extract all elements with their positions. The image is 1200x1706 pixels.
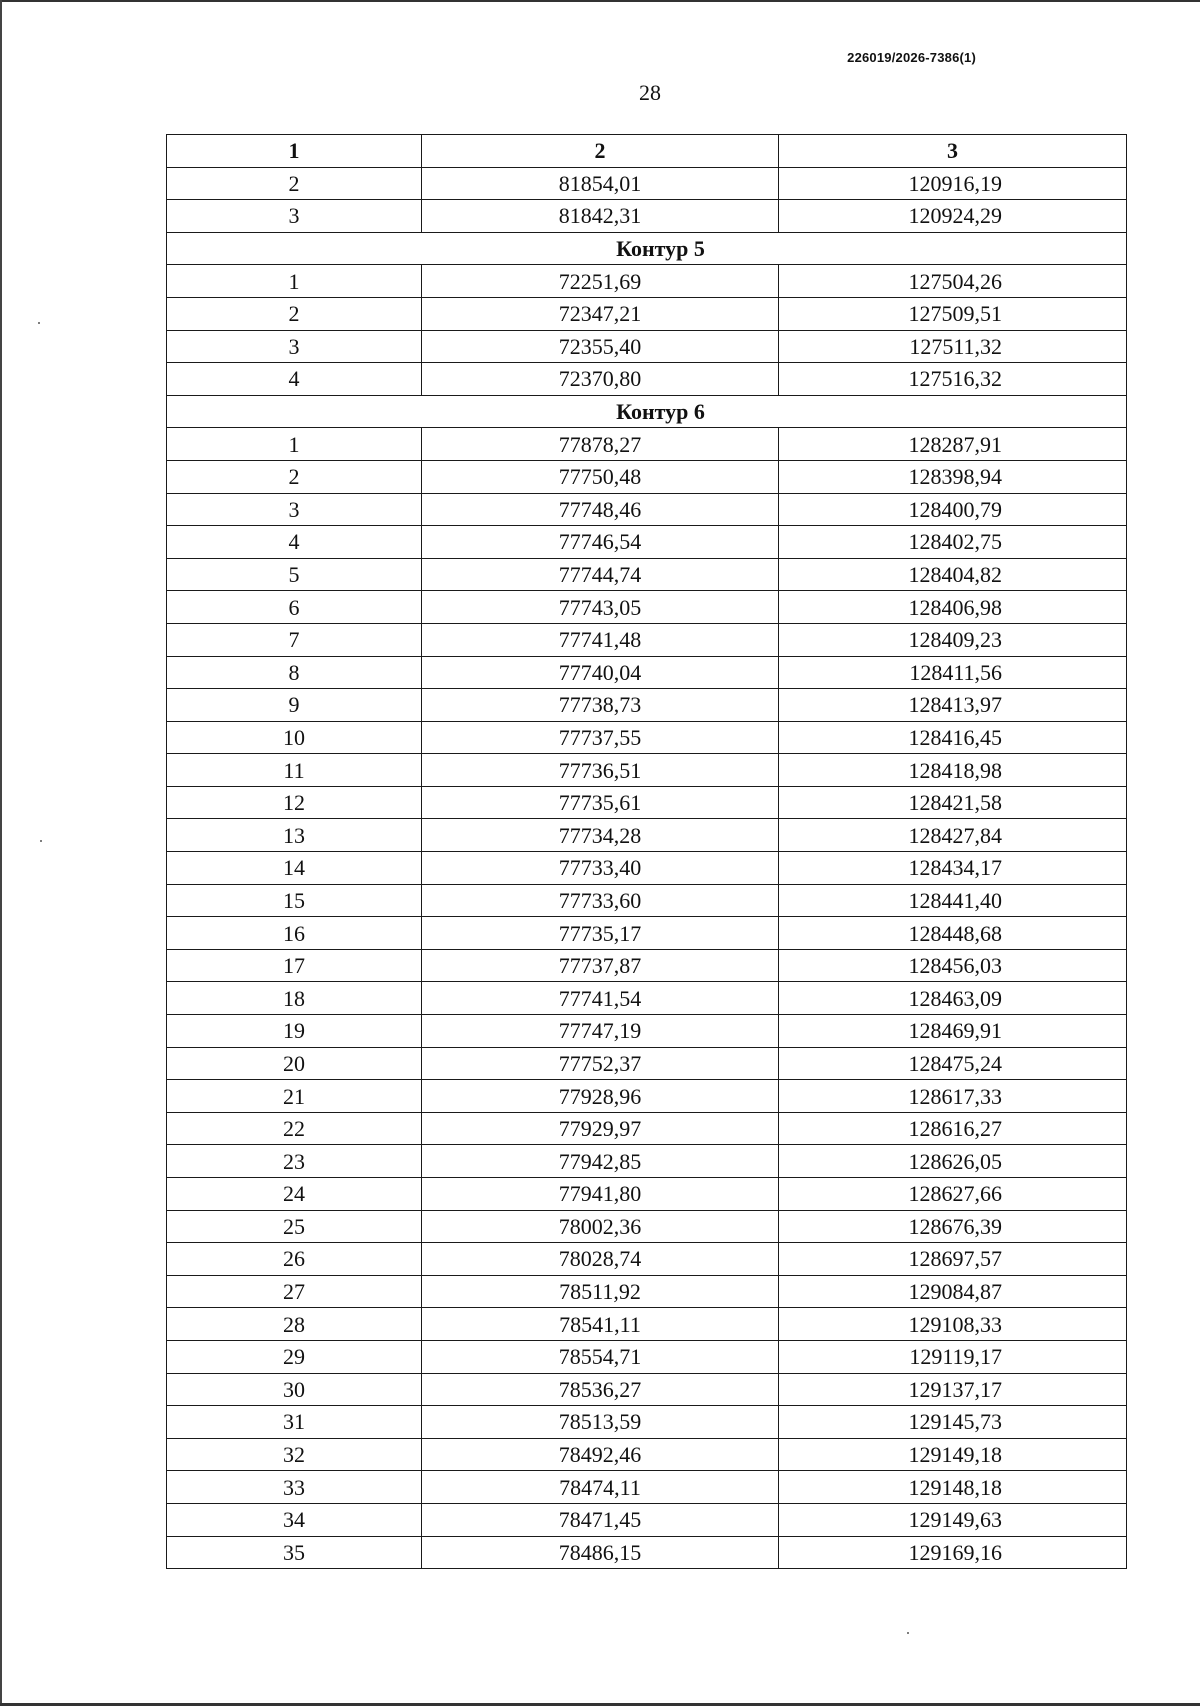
x-coordinate-cell: 72370,80 [422,363,779,396]
table-row [167,786,1127,819]
x-coordinate-cell: 72347,21 [422,297,779,330]
y-coordinate-cell: 128411,56 [779,656,1127,689]
x-coordinate-cell: 77743,05 [422,591,779,624]
x-coordinate-cell: 78536,27 [422,1373,779,1406]
column-header-y: 3 [779,135,1127,168]
x-coordinate-cell: 77735,61 [422,786,779,819]
point-number-cell: 9 [167,689,422,722]
table-row [167,754,1127,787]
y-coordinate-cell: 128475,24 [779,1047,1127,1080]
table-row [167,1536,1127,1569]
point-number-cell: 35 [167,1536,422,1569]
point-number-cell: 10 [167,721,422,754]
table-row [167,819,1127,852]
x-coordinate-cell: 77734,28 [422,819,779,852]
point-number-cell: 23 [167,1145,422,1178]
x-coordinate-cell: 77738,73 [422,689,779,722]
point-number-cell: 25 [167,1210,422,1243]
point-number-cell: 5 [167,558,422,591]
y-coordinate-cell: 128456,03 [779,949,1127,982]
x-coordinate-cell: 77733,40 [422,852,779,885]
x-coordinate-cell: 77942,85 [422,1145,779,1178]
y-coordinate-cell: 129149,63 [779,1503,1127,1536]
coordinates-table [166,134,1127,1569]
table-row [167,1210,1127,1243]
x-coordinate-cell: 77735,17 [422,917,779,950]
point-number-cell: 19 [167,1015,422,1048]
point-number-cell: 30 [167,1373,422,1406]
y-coordinate-cell: 128676,39 [779,1210,1127,1243]
table-row [167,591,1127,624]
point-number-cell: 31 [167,1406,422,1439]
y-coordinate-cell: 127511,32 [779,330,1127,363]
table-row [167,1080,1127,1113]
x-coordinate-cell: 72355,40 [422,330,779,363]
point-number-cell: 3 [167,330,422,363]
table-row [167,1373,1127,1406]
point-number-cell: 3 [167,493,422,526]
table-row [167,689,1127,722]
point-number-cell: 6 [167,591,422,624]
table-row [167,982,1127,1015]
x-coordinate-cell: 78541,11 [422,1308,779,1341]
y-coordinate-cell: 128418,98 [779,754,1127,787]
x-coordinate-cell: 77737,55 [422,721,779,754]
point-number-cell: 2 [167,297,422,330]
section-row [167,232,1127,265]
y-coordinate-cell: 127509,51 [779,297,1127,330]
y-coordinate-cell: 128616,27 [779,1112,1127,1145]
x-coordinate-cell: 77737,87 [422,949,779,982]
point-number-cell: 21 [167,1080,422,1113]
section-label: Контур 5 [167,232,1127,265]
y-coordinate-cell: 128434,17 [779,852,1127,885]
y-coordinate-cell: 129148,18 [779,1471,1127,1504]
table-row [167,1112,1127,1145]
scan-edge-left [0,0,2,1706]
y-coordinate-cell: 128421,58 [779,786,1127,819]
table-row [167,917,1127,950]
x-coordinate-cell: 78002,36 [422,1210,779,1243]
table-row [167,1471,1127,1504]
x-coordinate-cell: 78554,71 [422,1340,779,1373]
x-coordinate-cell: 77929,97 [422,1112,779,1145]
x-coordinate-cell: 77740,04 [422,656,779,689]
table-row [167,1503,1127,1536]
table-body [167,167,1127,1569]
point-number-cell: 28 [167,1308,422,1341]
x-coordinate-cell: 77736,51 [422,754,779,787]
section-row [167,395,1127,428]
y-coordinate-cell: 128697,57 [779,1243,1127,1276]
y-coordinate-cell: 120916,19 [779,167,1127,200]
x-coordinate-cell: 77746,54 [422,526,779,559]
point-number-cell: 26 [167,1243,422,1276]
point-number-cell: 11 [167,754,422,787]
x-coordinate-cell: 77741,48 [422,623,779,656]
y-coordinate-cell: 127504,26 [779,265,1127,298]
point-number-cell: 2 [167,167,422,200]
scan-speck [907,1632,909,1634]
point-number-cell: 16 [167,917,422,950]
point-number-cell: 32 [167,1438,422,1471]
table-row [167,852,1127,885]
x-coordinate-cell: 77928,96 [422,1080,779,1113]
table-row [167,330,1127,363]
x-coordinate-cell: 78474,11 [422,1471,779,1504]
y-coordinate-cell: 120924,29 [779,200,1127,233]
table-row [167,1275,1127,1308]
x-coordinate-cell: 77750,48 [422,460,779,493]
y-coordinate-cell: 128463,09 [779,982,1127,1015]
point-number-cell: 27 [167,1275,422,1308]
scan-speck [40,840,42,842]
x-coordinate-cell: 78028,74 [422,1243,779,1276]
point-number-cell: 14 [167,852,422,885]
y-coordinate-cell: 128627,66 [779,1178,1127,1211]
x-coordinate-cell: 78471,45 [422,1503,779,1536]
point-number-cell: 15 [167,884,422,917]
x-coordinate-cell: 77747,19 [422,1015,779,1048]
table-header-row [167,135,1127,168]
table-row [167,1243,1127,1276]
point-number-cell: 33 [167,1471,422,1504]
table-row [167,1015,1127,1048]
point-number-cell: 29 [167,1340,422,1373]
y-coordinate-cell: 129169,16 [779,1536,1127,1569]
table-row [167,558,1127,591]
point-number-cell: 1 [167,428,422,461]
point-number-cell: 4 [167,526,422,559]
y-coordinate-cell: 128416,45 [779,721,1127,754]
table-row [167,167,1127,200]
y-coordinate-cell: 129137,17 [779,1373,1127,1406]
table-row [167,428,1127,461]
document-code: 226019/2026-7386(1) [847,50,976,65]
x-coordinate-cell: 77941,80 [422,1178,779,1211]
table-row [167,1178,1127,1211]
y-coordinate-cell: 128398,94 [779,460,1127,493]
y-coordinate-cell: 128617,33 [779,1080,1127,1113]
page-number: 28 [639,80,661,105]
section-label: Контур 6 [167,395,1127,428]
y-coordinate-cell: 128626,05 [779,1145,1127,1178]
table-row [167,1047,1127,1080]
column-header-x: 2 [422,135,779,168]
y-coordinate-cell: 129149,18 [779,1438,1127,1471]
x-coordinate-cell: 77878,27 [422,428,779,461]
y-coordinate-cell: 128406,98 [779,591,1127,624]
y-coordinate-cell: 129084,87 [779,1275,1127,1308]
point-number-cell: 13 [167,819,422,852]
table-row [167,493,1127,526]
x-coordinate-cell: 77752,37 [422,1047,779,1080]
point-number-cell: 12 [167,786,422,819]
y-coordinate-cell: 128287,91 [779,428,1127,461]
x-coordinate-cell: 77741,54 [422,982,779,1015]
point-number-cell: 17 [167,949,422,982]
table-row [167,656,1127,689]
table-row [167,949,1127,982]
x-coordinate-cell: 78513,59 [422,1406,779,1439]
point-number-cell: 4 [167,363,422,396]
table-row [167,265,1127,298]
table-row [167,200,1127,233]
point-number-cell: 3 [167,200,422,233]
y-coordinate-cell: 128448,68 [779,917,1127,950]
x-coordinate-cell: 78492,46 [422,1438,779,1471]
y-coordinate-cell: 128413,97 [779,689,1127,722]
point-number-cell: 7 [167,623,422,656]
point-number-cell: 8 [167,656,422,689]
y-coordinate-cell: 128409,23 [779,623,1127,656]
table-row [167,884,1127,917]
table-row [167,721,1127,754]
point-number-cell: 1 [167,265,422,298]
y-coordinate-cell: 128441,40 [779,884,1127,917]
table-row [167,623,1127,656]
x-coordinate-cell: 77744,74 [422,558,779,591]
point-number-cell: 22 [167,1112,422,1145]
x-coordinate-cell: 78511,92 [422,1275,779,1308]
scan-speck [38,322,40,324]
table-row [167,1308,1127,1341]
table-row [167,297,1127,330]
x-coordinate-cell: 72251,69 [422,265,779,298]
x-coordinate-cell: 81842,31 [422,200,779,233]
table-row [167,1406,1127,1439]
column-header-number: 1 [167,135,422,168]
y-coordinate-cell: 129145,73 [779,1406,1127,1439]
y-coordinate-cell: 127516,32 [779,363,1127,396]
table-row [167,363,1127,396]
x-coordinate-cell: 77748,46 [422,493,779,526]
table-row [167,1340,1127,1373]
y-coordinate-cell: 129119,17 [779,1340,1127,1373]
table-row [167,460,1127,493]
y-coordinate-cell: 128402,75 [779,526,1127,559]
point-number-cell: 34 [167,1503,422,1536]
table-row [167,526,1127,559]
x-coordinate-cell: 78486,15 [422,1536,779,1569]
point-number-cell: 18 [167,982,422,1015]
y-coordinate-cell: 128469,91 [779,1015,1127,1048]
point-number-cell: 2 [167,460,422,493]
table-row [167,1145,1127,1178]
x-coordinate-cell: 81854,01 [422,167,779,200]
y-coordinate-cell: 128427,84 [779,819,1127,852]
scan-edge-top [0,0,1200,2]
point-number-cell: 24 [167,1178,422,1211]
point-number-cell: 20 [167,1047,422,1080]
y-coordinate-cell: 128400,79 [779,493,1127,526]
table-row [167,1438,1127,1471]
y-coordinate-cell: 128404,82 [779,558,1127,591]
x-coordinate-cell: 77733,60 [422,884,779,917]
y-coordinate-cell: 129108,33 [779,1308,1127,1341]
